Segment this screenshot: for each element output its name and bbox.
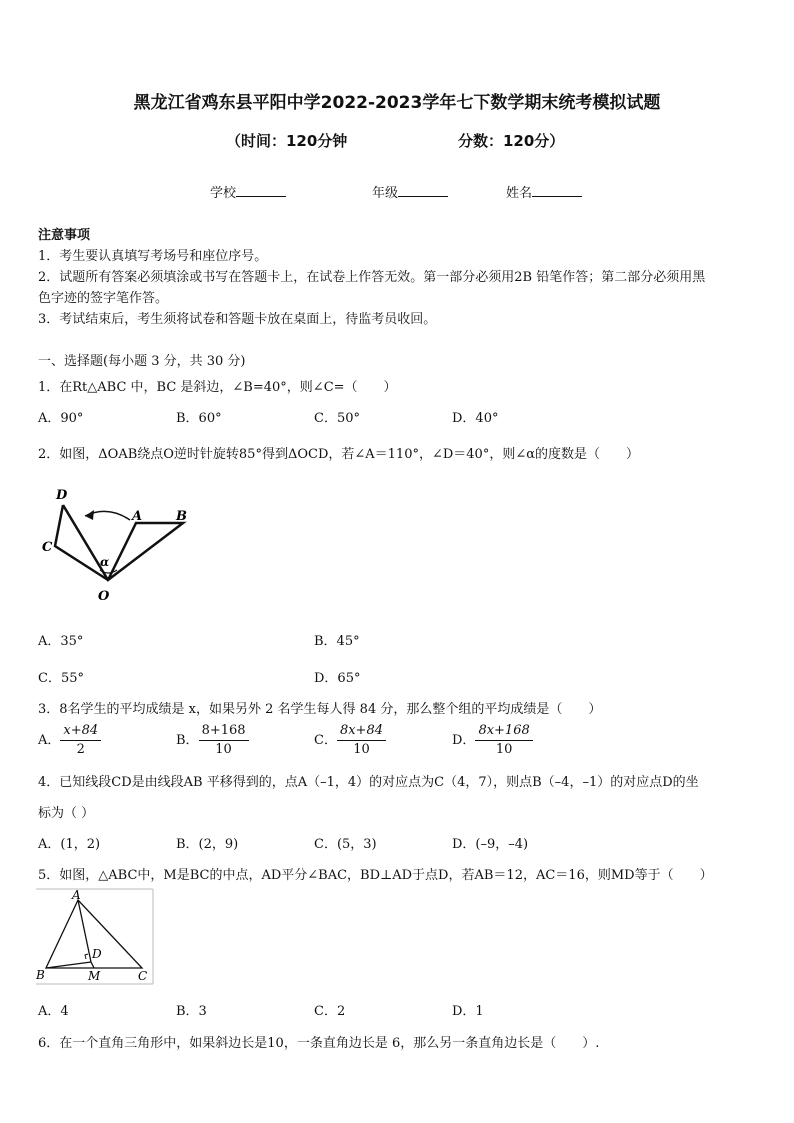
q3-option-a: A． $\frac{x+84}{2}$ (38, 722, 101, 759)
note-item: 色字迹的签字笔作答。 (38, 291, 169, 306)
exam-title: 黑龙江省鸡东县平阳中学2022-2023学年七下数学期末统考模拟试题 (133, 93, 661, 113)
question-5-stem: 5．如图，△ABC中，M是BC的中点，AD平分∠BAC，BD⊥AD于点D，若AB＝12，AC＝16，则MD等于（ ） (38, 868, 713, 883)
fig-label: A (72, 888, 81, 902)
rotation-figure (38, 480, 198, 605)
q4-option-d: D．(–9，–4) (452, 837, 529, 852)
question-3-stem: 3．8名学生的平均成绩是 x，如果另外 2 名学生每人得 84 分，那么整个组的平均成绩是（ ） (38, 702, 602, 717)
fig-label: D (92, 947, 102, 961)
time-label: （时间：120分钟 (226, 132, 348, 150)
fig-label: M (88, 969, 101, 983)
note-item: 2．试题所有答案必须填涂或书写在答题卡上，在试卷上作答无效。第一部分必须用2B 铅笔作答；第二部分必须用黑 (38, 270, 706, 285)
question-2-stem: 2．如图，ΔOAB绕点O逆时针旋转85°得到ΔOCD，若∠A＝110°，∠D＝40°，则∠α的度数是（ ） (38, 447, 639, 462)
q4-option-b: B．(2，9) (176, 837, 239, 852)
fig-label: B (36, 968, 45, 982)
question-4-stem-cont: 标为（ ） (38, 806, 95, 821)
q1-option-a: A．90° (38, 411, 84, 426)
school-field (210, 182, 286, 201)
q1-option-c: C．50° (314, 411, 360, 426)
fig-label: C (138, 969, 148, 983)
q3-option-b: B． $\frac{8+168}{10}$ (176, 722, 249, 759)
fig-label: D (56, 488, 68, 503)
q5-option-a: A．4 (38, 1004, 69, 1019)
grade-field (372, 182, 448, 201)
question-4-stem: 4．已知线段CD是由线段AB 平移得到的，点A（–1，4）的对应点为C（4，7），则点B（–4，–1）的对应点D的坐 (38, 775, 699, 790)
question-6-stem: 6．在一个直角三角形中，如果斜边长是10，一条直角边长是 6，那么另一条直角边长是（ ）. (38, 1036, 600, 1051)
q4-option-a: A．(1，2) (38, 837, 101, 852)
name-blank (532, 184, 582, 197)
name-label: 姓名 (506, 186, 533, 201)
q3-option-d: D． $\frac{8x+168}{10}$ (452, 722, 533, 759)
score-label: 分数：120分） (458, 132, 565, 150)
q3-option-c: C． $\frac{8x+84}{10}$ (314, 722, 386, 759)
note-item: 3．考试结束后，考生须将试卷和答题卡放在桌面上，待监考员收回。 (38, 312, 437, 327)
q1-option-d: D．40° (452, 411, 499, 426)
fig-label: B (176, 509, 187, 524)
q5-option-d: D．1 (452, 1004, 484, 1019)
q4-option-c: C．(5，3) (314, 837, 377, 852)
note-item: 1．考生要认真填写考场号和座位序号。 (38, 249, 268, 264)
grade-label: 年级 (372, 186, 399, 201)
q1-option-b: B．60° (176, 411, 222, 426)
fig-label: A (132, 509, 143, 524)
triangle-figure (36, 888, 154, 988)
q2-option-a: A．35° (38, 634, 84, 649)
name-field (506, 182, 582, 201)
grade-blank (398, 184, 448, 197)
school-blank (236, 184, 286, 197)
q2-option-c: C．55° (38, 671, 84, 686)
notes-heading: 注意事项 (38, 228, 91, 243)
fig-label: α (100, 555, 110, 569)
school-label: 学校 (210, 186, 237, 201)
q2-option-b: B．45° (314, 634, 360, 649)
fig-label: C (42, 540, 53, 555)
q2-option-d: D．65° (314, 671, 361, 686)
q5-option-c: C．2 (314, 1004, 346, 1019)
fig-label: O (98, 589, 110, 604)
q5-option-b: B．3 (176, 1004, 207, 1019)
section-heading: 一、选择题(每小题 3 分，共 30 分) (38, 354, 246, 369)
question-1-stem: 1．在Rt△ABC 中，BC 是斜边，∠B=40°，则∠C=（ ） (38, 380, 397, 395)
